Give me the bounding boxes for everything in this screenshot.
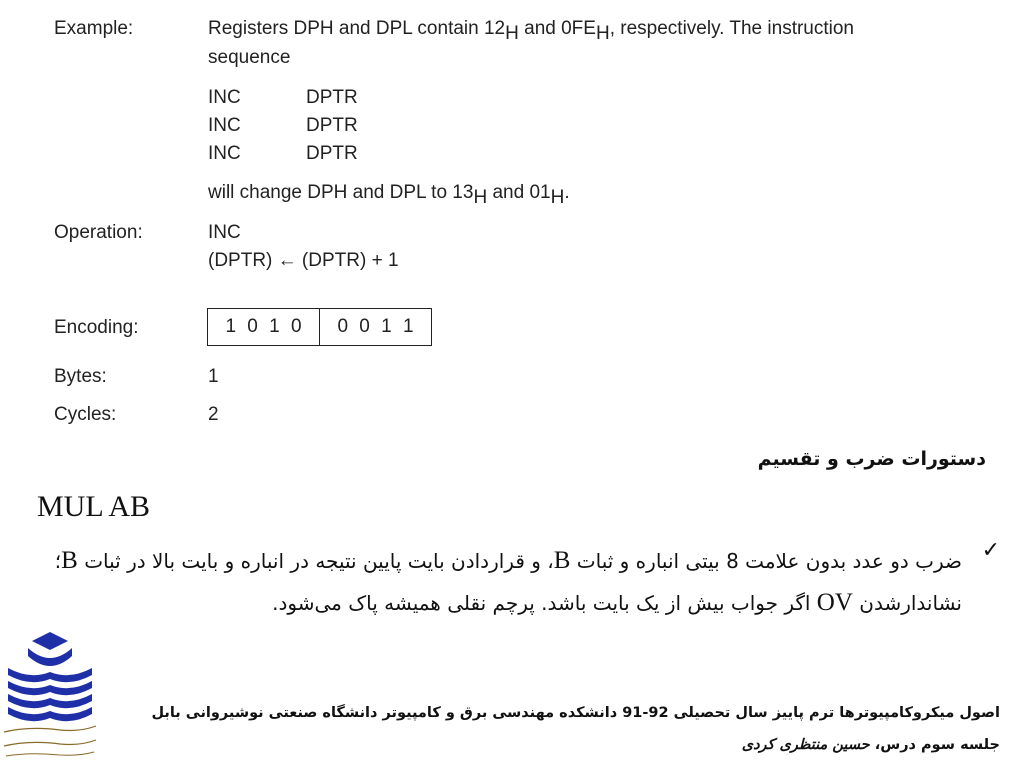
footer-course-info: اصول میکروکامپیوترها ترم پاییز سال تحصیلی 92-91 دانشکده مهندسی برق و کامپیوتر دانشگاه صنعتی نوشیروانی بابل xyxy=(151,705,1000,721)
section-title: دستورات ضرب و تقسیم xyxy=(757,448,986,470)
university-logo xyxy=(0,628,100,768)
encoding-label: Encoding: xyxy=(54,317,139,338)
operation-mnemonic: INC xyxy=(208,222,241,243)
encoding-low-nibble: 0 0 1 1 xyxy=(319,309,431,345)
encoding-box xyxy=(207,308,432,346)
encoding-high-nibble: 1 0 1 0 xyxy=(225,316,302,337)
bullet-text: ضرب دو عدد بدون علامت 8 بیتی انباره و ثبات B، و قراردادن بایت پایین نتیجه در انباره و بایت بالا در ثبات B؛ نشاندارشدن OV اگر جواب بیش از یک بایت باشد. پرچم نقلی همیشه پاک می‌شود. xyxy=(54,547,962,616)
checkmark-icon: ✓ xyxy=(981,538,1000,563)
footer-lecture-info: جلسه سوم درس، حسین منتظری کردی xyxy=(741,737,1000,753)
operation-formula: (DPTR) ← (DPTR) + 1 xyxy=(208,250,399,271)
example-text-cont: sequence xyxy=(208,47,291,68)
bytes-label: Bytes: xyxy=(54,366,107,387)
operation-label: Operation: xyxy=(54,222,143,243)
example-text: Registers DPH and DPL contain $12_H$ and $0FE_H$, respectively. The instruction xyxy=(208,18,854,44)
example-result: will change DPH and DPL to $13_H$ and $01_H$. xyxy=(208,182,570,208)
code-line: INC DPTR xyxy=(208,87,358,108)
example-label: Example: xyxy=(54,18,134,39)
instruction-heading: MUL AB xyxy=(37,490,151,523)
code-line: INC DPTR xyxy=(208,143,358,164)
bytes-value: 1 xyxy=(208,366,219,387)
cycles-value: 2 xyxy=(208,404,219,425)
cycles-label: Cycles: xyxy=(54,404,117,425)
code-line: INC DPTR xyxy=(208,115,358,136)
